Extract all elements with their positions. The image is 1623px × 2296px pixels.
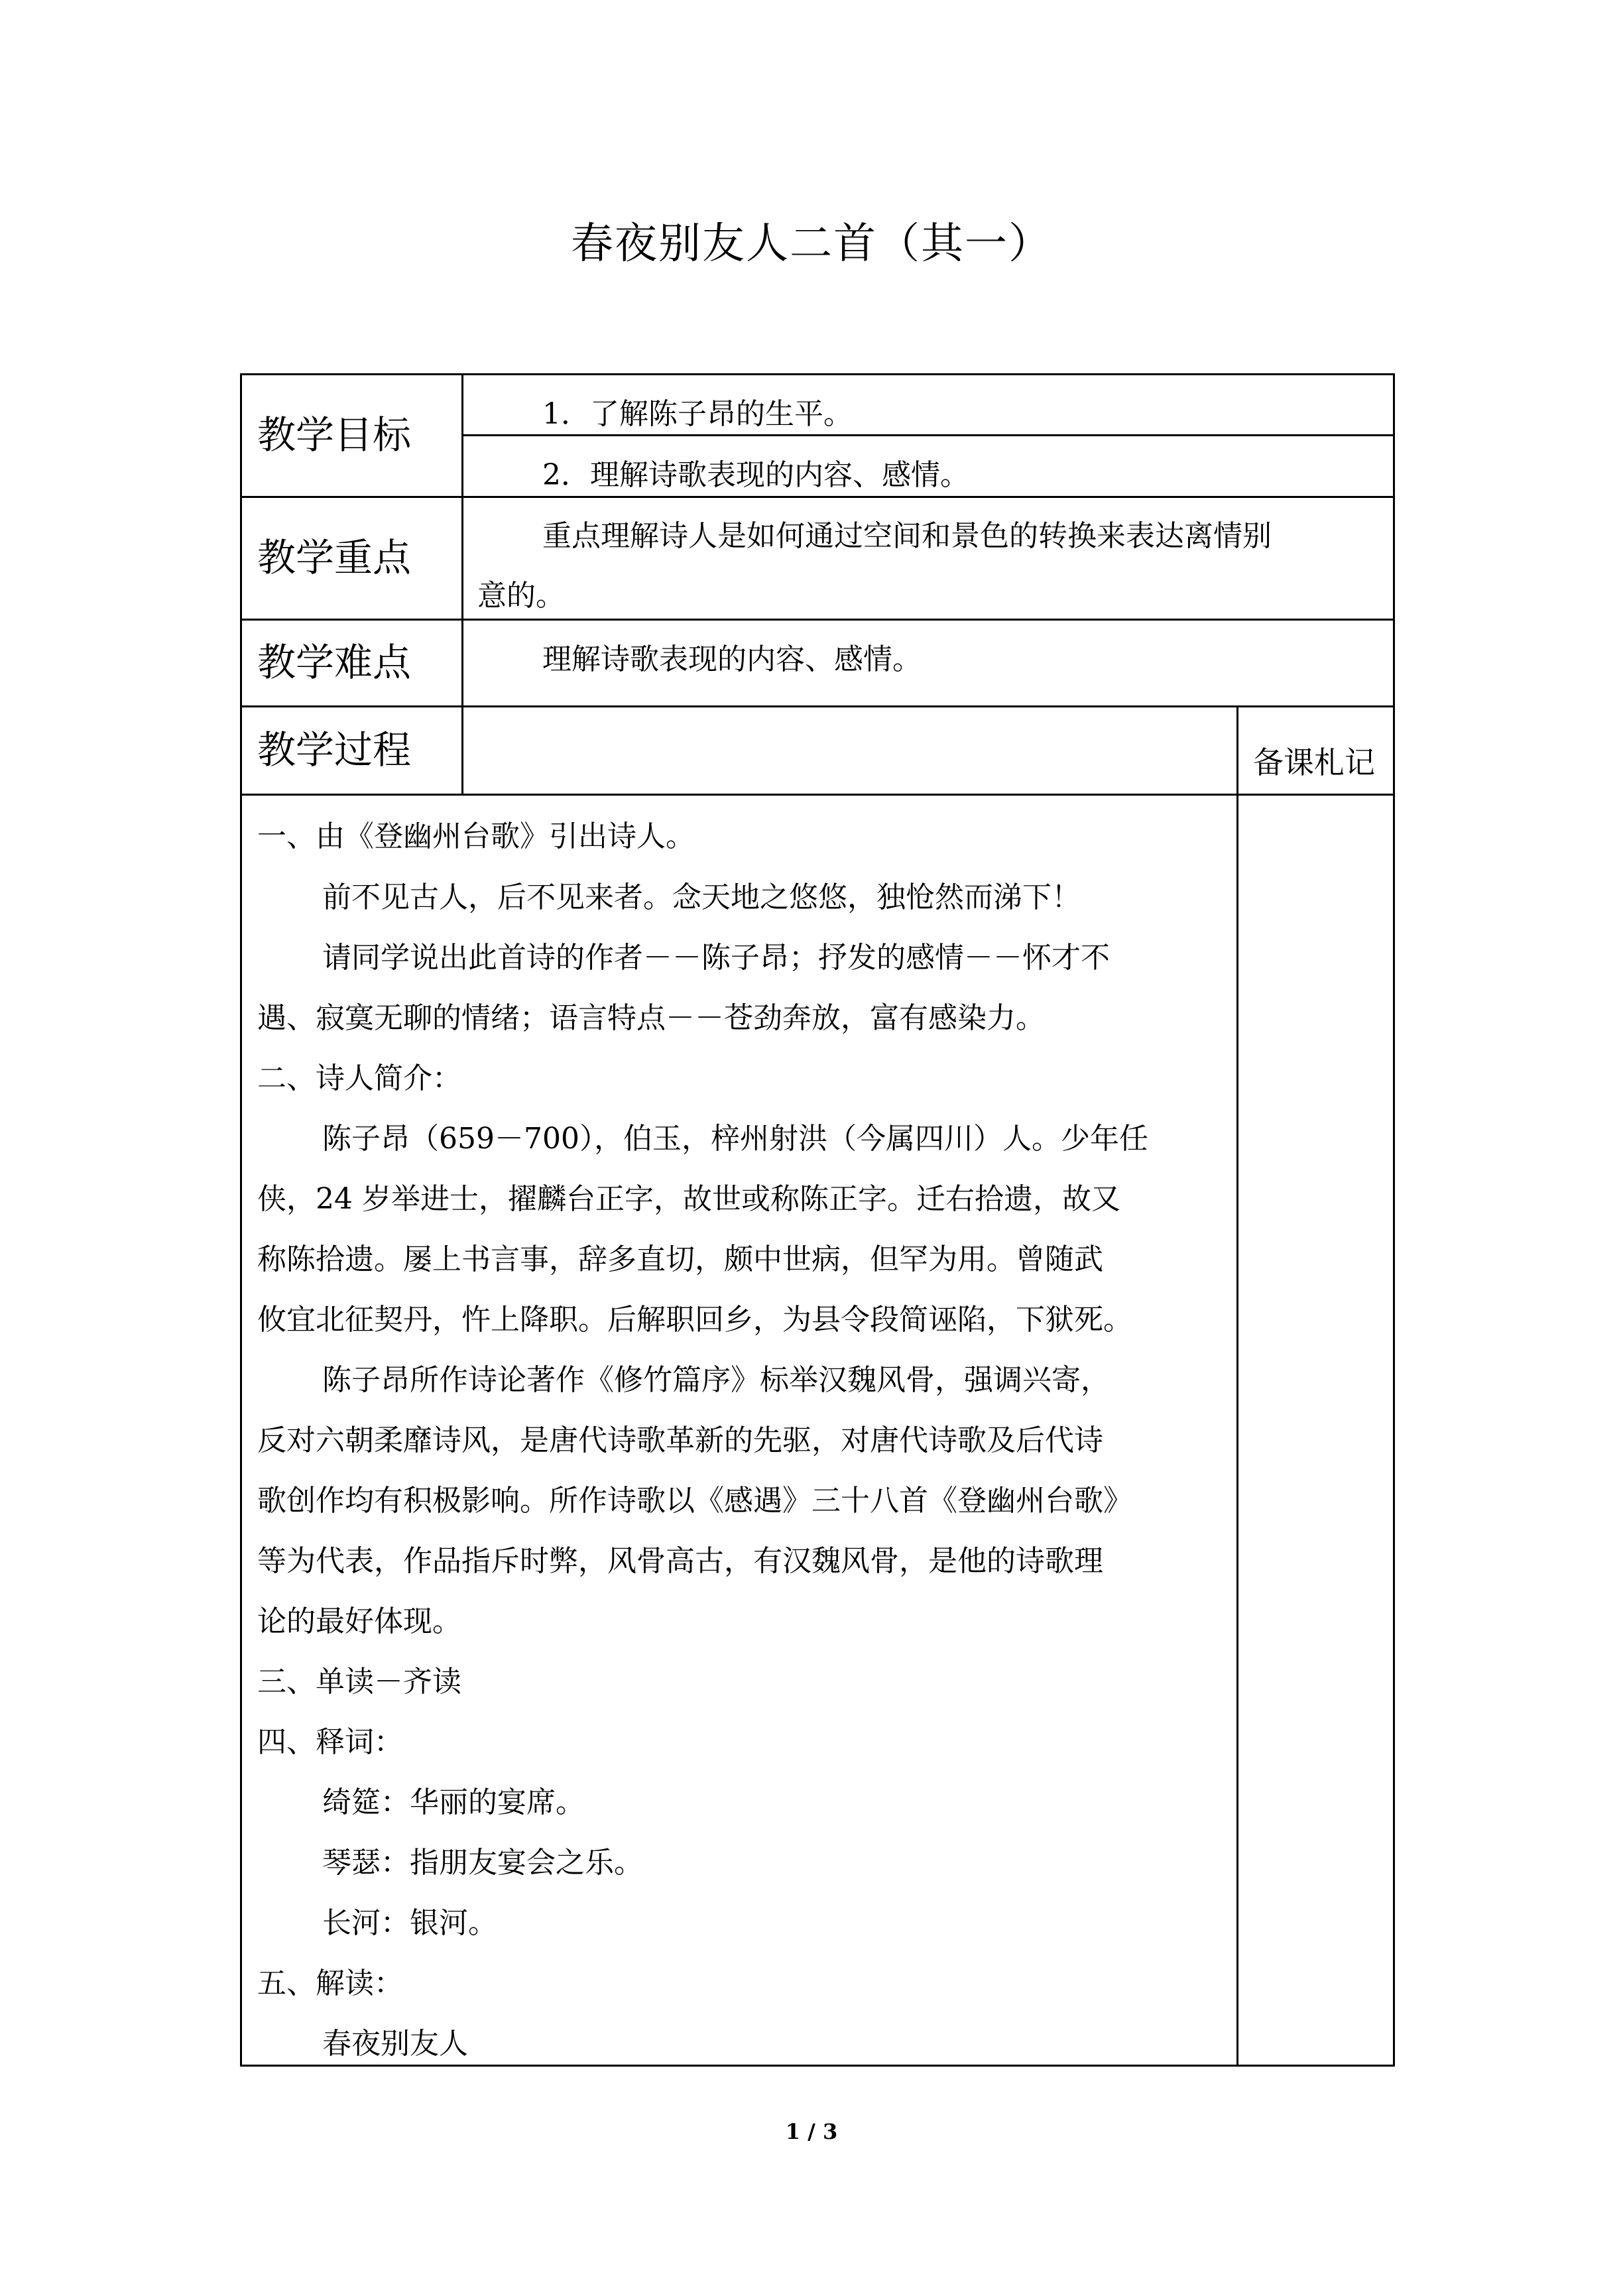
body-text-line: 等为代表，作品指斥时弊，风骨高古，有汉魏风骨，是他的诗歌理 xyxy=(257,1544,1103,1578)
difficulties-label: 教学难点 xyxy=(257,640,412,685)
label-column-divider xyxy=(461,373,463,796)
difficulties-text: 理解诗歌表现的内容、感情。 xyxy=(542,642,922,676)
body-text-line: 歌创作均有积极影响。所作诗歌以《感遇》三十八首《登幽州台歌》 xyxy=(257,1484,1132,1518)
section-heading: 二、诗人简介： xyxy=(257,1061,461,1095)
body-text-line: 侠，24 岁举进士，擢麟台正字，故世或称陈正字。迁右拾遗，故又 xyxy=(257,1182,1120,1216)
key-points-text-line: 重点理解诗人是如何通过空间和景色的转换来表达离情别 xyxy=(542,519,1272,553)
objectives-label: 教学目标 xyxy=(257,412,412,457)
notes-column-divider xyxy=(1236,705,1238,2067)
key-points-text-line: 意的。 xyxy=(477,579,565,613)
section-heading: 三、单读－齐读 xyxy=(257,1665,461,1699)
row-divider-2 xyxy=(240,619,1395,621)
body-text-line: 遇、寂寞无聊的情绪；语言特点－－苍劲奔放，富有感染力。 xyxy=(257,1001,1045,1035)
table-border-bottom xyxy=(240,2065,1395,2067)
objective-item: 2．理解诗歌表现的内容、感情。 xyxy=(542,458,969,492)
document-title: 春夜别友人二首（其一） xyxy=(571,219,1052,269)
table-border-top xyxy=(240,373,1395,375)
key-points-label: 教学重点 xyxy=(257,535,412,580)
row-divider-3 xyxy=(240,705,1395,707)
section-heading: 五、解读： xyxy=(257,1966,403,2000)
definition-item: 琴瑟：指朋友宴会之乐。 xyxy=(322,1846,643,1880)
process-label: 教学过程 xyxy=(257,727,412,772)
body-text-line: 称陈拾遗。屡上书言事，辞多直切，颇中世病，但罕为用。曾随武 xyxy=(257,1242,1103,1276)
body-text-line: 攸宜北征契丹，忤上降职。后解职回乡，为县令段简诬陷，下狱死。 xyxy=(257,1303,1132,1337)
row-divider-4 xyxy=(240,794,1395,796)
page-number: 1 / 3 xyxy=(785,2119,838,2144)
body-text-line: 陈子昂所作诗论著作《修竹篇序》标举汉魏风骨，强调兴寄， xyxy=(322,1363,1110,1397)
poem-title: 春夜别友人 xyxy=(322,2027,468,2061)
definition-item: 长河：银河。 xyxy=(322,1906,497,1940)
table-border-left xyxy=(240,373,242,2067)
body-text-line: 陈子昂（659－700），伯玉，梓州射洪（今属四川）人。少年任 xyxy=(322,1122,1148,1156)
body-text-line: 反对六朝柔靡诗风，是唐代诗歌革新的先驱，对唐代诗歌及后代诗 xyxy=(257,1423,1103,1457)
section-heading: 一、由《登幽州台歌》引出诗人。 xyxy=(257,819,695,853)
notes-label: 备课札记 xyxy=(1253,745,1375,780)
body-text-line: 论的最好体现。 xyxy=(257,1604,461,1638)
table-border-right xyxy=(1393,373,1395,2067)
definition-item: 绮筵：华丽的宴席。 xyxy=(322,1785,585,1819)
section-heading: 四、释词： xyxy=(257,1725,403,1759)
objective-item: 1．了解陈子昂的生平。 xyxy=(542,397,853,431)
body-text-line: 请同学说出此首诗的作者－－陈子昂；抒发的感情－－怀才不 xyxy=(322,941,1110,975)
body-text-line: 前不见古人，后不见来者。念天地之悠悠，独怆然而涕下！ xyxy=(322,880,1081,914)
